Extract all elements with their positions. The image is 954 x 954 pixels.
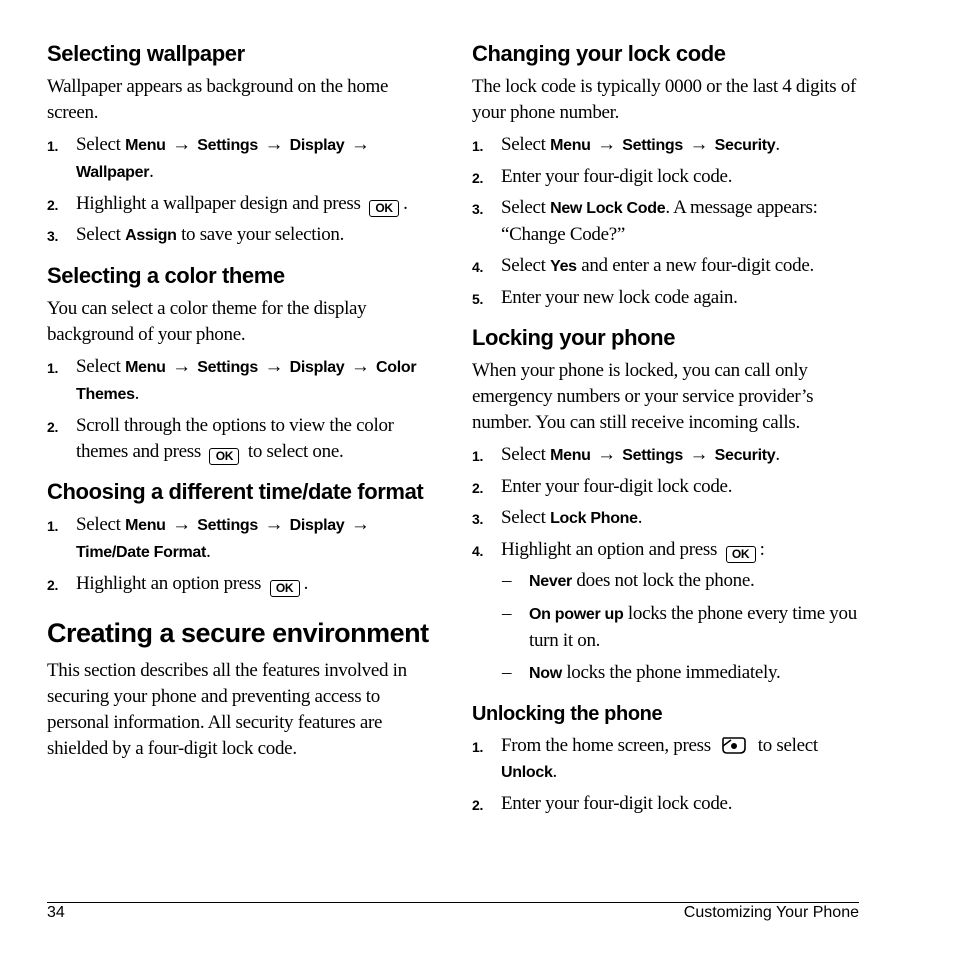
step-text: Enter your new lock code again.: [501, 287, 738, 308]
menu-label: Menu: [125, 517, 166, 534]
list-item: [472, 660, 864, 687]
locking-steps: [472, 442, 864, 563]
arrow-icon: →: [172, 134, 191, 155]
heading-changing-lock-code: Changing your lock code: [472, 41, 726, 66]
step-text: Enter your four-digit lock code.: [501, 476, 733, 497]
step-number: 3.: [47, 228, 59, 244]
display-label: Display: [289, 517, 345, 534]
secure-intro: This section describes all the features involved in securing your phone and preventing access to personal information. All security features are shielded by a four-digit lock code.: [47, 660, 407, 759]
list-item: [472, 733, 864, 786]
list-item: [472, 537, 864, 563]
lock-options-list: [472, 568, 864, 687]
step-text: Scroll through the options to view the color themes and press: [76, 415, 394, 462]
step-punct: .: [637, 507, 643, 528]
unlocking-steps: [472, 733, 864, 817]
option-never-label: Never: [529, 573, 572, 590]
time-date-format-label: Time/Date Format: [76, 544, 207, 561]
security-label: Security: [714, 447, 776, 464]
settings-label: Settings: [197, 359, 258, 376]
step-text: Select: [501, 444, 551, 465]
step-text: and enter a new four-digit code.: [576, 255, 814, 276]
option-now-label: Now: [529, 665, 562, 682]
step-number: 1.: [47, 518, 59, 534]
arrow-icon: →: [350, 356, 370, 377]
option-description: locks the phone every time you turn it on.: [529, 603, 857, 651]
step-number: 1.: [472, 448, 484, 464]
step-text: . A message appears: “Change Code?”: [501, 197, 818, 245]
list-item: [472, 601, 864, 654]
step-number: 1.: [47, 360, 59, 376]
step-punct: .: [775, 134, 780, 155]
step-punct: .: [134, 383, 140, 404]
arrow-icon: →: [350, 514, 370, 535]
step-text: Select: [501, 197, 551, 218]
list-item: [47, 191, 437, 217]
step-number: 3.: [472, 511, 484, 527]
step-punct: .: [303, 573, 309, 594]
step-number: 2.: [47, 419, 59, 435]
dash-bullet: –: [502, 603, 512, 624]
color-theme-steps: [47, 354, 437, 465]
step-punct: .: [403, 193, 408, 214]
left-softkey-icon: [721, 736, 747, 755]
step-number: 2.: [47, 577, 59, 593]
step-text: Select: [76, 224, 126, 245]
arrow-icon: →: [172, 356, 191, 377]
step-text: Select: [501, 507, 551, 528]
wallpaper-steps: [47, 132, 437, 249]
color-themes-label: Color Themes: [76, 359, 417, 403]
option-on-power-up-label: On power up: [529, 606, 624, 623]
menu-label: Menu: [125, 137, 166, 154]
left-column: [47, 40, 437, 768]
list-item: [47, 222, 437, 249]
step-number: 3.: [472, 201, 484, 217]
dash-bullet: –: [502, 570, 512, 591]
list-item: [472, 195, 864, 248]
step-text: Select: [76, 514, 126, 535]
step-text: to select one.: [247, 441, 344, 462]
ok-key-icon: OK: [369, 200, 399, 217]
list-item: [472, 505, 864, 532]
step-text: to select: [757, 735, 818, 756]
step-text: Enter your four-digit lock code.: [501, 166, 733, 187]
list-item: [472, 791, 864, 817]
step-punct: .: [149, 161, 154, 182]
arrow-icon: →: [172, 514, 191, 535]
list-item: [47, 354, 437, 408]
menu-label: Menu: [125, 359, 166, 376]
wallpaper-label: Wallpaper: [76, 164, 150, 181]
step-punct: .: [206, 541, 211, 562]
list-item: [47, 571, 437, 597]
arrow-icon: →: [264, 134, 284, 155]
arrow-icon: →: [264, 356, 284, 377]
option-description: locks the phone immediately.: [561, 662, 781, 683]
heading-locking-your-phone: Locking your phone: [472, 325, 676, 350]
step-number: 4.: [472, 543, 484, 559]
ok-key-icon: OK: [726, 546, 756, 563]
right-column: [472, 40, 864, 822]
heading-selecting-color-theme: Selecting a color theme: [47, 263, 285, 288]
list-item: [47, 512, 437, 566]
locking-intro: When your phone is locked, you can call only emergency numbers or your service provider’s number. You can still receive incoming calls.: [472, 360, 814, 433]
arrow-icon: →: [689, 134, 709, 155]
display-label: Display: [289, 359, 345, 376]
heading-selecting-wallpaper: Selecting wallpaper: [47, 41, 245, 66]
step-text: From the home screen, press: [501, 735, 711, 756]
page-number: 34: [47, 904, 65, 921]
step-number: 2.: [472, 797, 484, 813]
arrow-icon: →: [350, 134, 370, 155]
heading-unlocking-the-phone: Unlocking the phone: [472, 703, 663, 725]
display-label: Display: [289, 137, 345, 154]
settings-label: Settings: [622, 137, 683, 154]
list-item: [472, 568, 864, 595]
list-item: [47, 132, 437, 186]
step-number: 1.: [472, 138, 484, 154]
step-punct: .: [775, 444, 780, 465]
settings-label: Settings: [197, 137, 258, 154]
list-item: [472, 253, 864, 280]
menu-label: Menu: [550, 447, 591, 464]
list-item: [472, 442, 864, 469]
step-text: Select: [501, 255, 551, 276]
wallpaper-intro: Wallpaper appears as background on the home screen.: [47, 76, 389, 123]
list-item: [47, 413, 437, 465]
step-number: 1.: [472, 739, 484, 755]
yes-label: Yes: [550, 258, 577, 275]
step-punct: .: [552, 761, 557, 782]
heading-time-date-format: Choosing a different time/date format: [47, 479, 424, 504]
lock-code-intro: The lock code is typically 0000 or the last 4 digits of your phone number.: [472, 76, 857, 123]
new-lock-code-label: New Lock Code: [550, 200, 666, 217]
list-item: [472, 132, 864, 159]
security-label: Security: [714, 137, 776, 154]
arrow-icon: →: [597, 134, 616, 155]
settings-label: Settings: [197, 517, 258, 534]
step-number: 5.: [472, 291, 484, 307]
step-number: 2.: [472, 170, 484, 186]
step-punct: :: [759, 539, 765, 560]
list-item: [472, 285, 864, 311]
list-item: [472, 164, 864, 190]
unlock-label: Unlock: [501, 764, 553, 781]
settings-label: Settings: [622, 447, 683, 464]
arrow-icon: →: [597, 444, 616, 465]
step-text: Highlight an option and press: [501, 539, 718, 560]
step-number: 2.: [472, 480, 484, 496]
arrow-icon: →: [264, 514, 284, 535]
menu-label: Menu: [550, 137, 591, 154]
footer-divider: [47, 902, 859, 903]
assign-label: Assign: [125, 227, 177, 244]
lock-code-steps: [472, 132, 864, 311]
step-text: Select: [76, 356, 126, 377]
step-text: to save your selection.: [176, 224, 345, 245]
step-text: Highlight a wallpaper design and press: [76, 193, 361, 214]
dash-bullet: –: [502, 662, 512, 683]
step-number: 2.: [47, 197, 59, 213]
color-theme-intro: You can select a color theme for the display background of your phone.: [47, 298, 367, 345]
step-text: Enter your four-digit lock code.: [501, 793, 733, 814]
step-text: Select: [501, 134, 551, 155]
ok-key-icon: OK: [270, 580, 300, 597]
step-number: 4.: [472, 259, 484, 275]
step-number: 1.: [47, 138, 59, 154]
heading-creating-secure-environment: Creating a secure environment: [47, 618, 429, 648]
step-text: Select: [76, 134, 126, 155]
step-text: Highlight an option press: [76, 573, 262, 594]
list-item: [472, 474, 864, 500]
lock-phone-label: Lock Phone: [550, 510, 638, 527]
ok-key-icon: OK: [209, 448, 239, 465]
time-format-steps: [47, 512, 437, 597]
arrow-icon: →: [689, 444, 709, 465]
chapter-title: Customizing Your Phone: [683, 904, 859, 921]
option-description: does not lock the phone.: [571, 570, 755, 591]
